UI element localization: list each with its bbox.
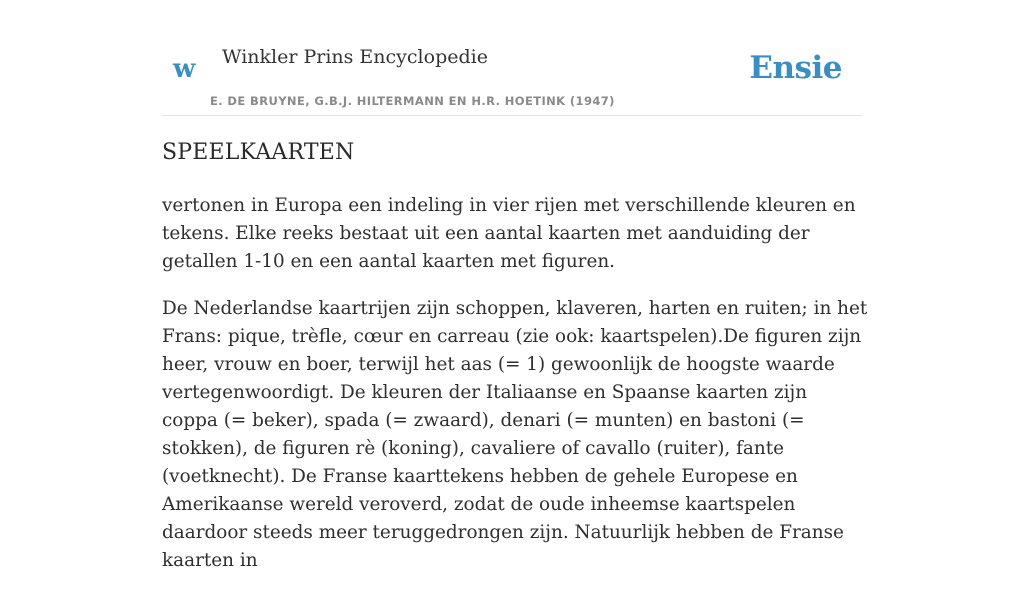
source-title[interactable]: Winkler Prins Encyclopedie <box>222 46 488 68</box>
article-body <box>162 192 868 594</box>
article-title: SPEELKAARTEN <box>162 140 355 165</box>
article-paragraph: vertonen in Europa een indeling in vier rijen met verschillende kleuren en tekens. Elke reeks bestaat uit een aantal kaarten met aanduiding der getallen 1-10 en een aantal kaarten met figuren. <box>162 195 856 272</box>
winkler-prins-logo[interactable]: w <box>173 54 196 84</box>
article-paragraph: De Nederlandse kaartrijen zijn schoppen, klaveren, harten en ruiten; in het Frans: pique, trèfle, cœur en carreau (zie ook: kaartspelen).De figuren zijn heer, vrouw en boer, terwijl het aas (= 1) gewoonlijk de hoogste waarde vertegenwoordigt. De kleuren der Italiaanse en Spaanse kaarten zijn coppa (= beker), spada (= zwaard), denari (= munten) en bastoni (= stokken), de figuren rè (koning), cavaliere of cavallo (ruiter), fante (voetknecht). De Franse kaarttekens hebben de gehele Europese en Amerikaanse wereld veroverd, zodat de oude inheemse kaartspelen daardoor steeds meer teruggedrongen zijn. Natuurlijk hebben de Franse kaarten in <box>162 298 868 571</box>
source-authors: E. DE BRUYNE, G.B.J. HILTERMANN EN H.R. HOETINK (1947) <box>210 94 615 108</box>
ensie-logo[interactable]: Ensie <box>749 50 842 86</box>
source-header <box>162 40 862 116</box>
